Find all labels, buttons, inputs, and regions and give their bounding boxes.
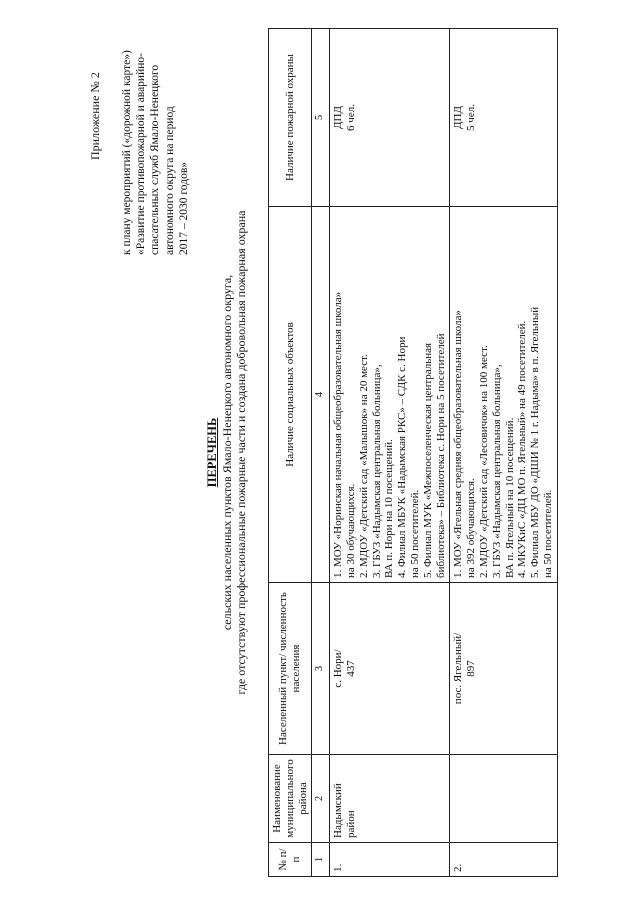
municipality-cell: Надымский район [330, 755, 450, 843]
approval-line: к плану мероприятий («дорожной карте») [121, 50, 133, 255]
municipality-cell [450, 755, 557, 843]
header-social-objects: Наличие социальных объектов [269, 207, 312, 583]
column-number: 5 [312, 29, 330, 207]
subtitle-line: где отсутствуют профессиональные пожарные части и создана добровольная пожарная охрана [234, 210, 248, 695]
header-fire-protection: Наличие пожарной охраны [269, 29, 312, 207]
social-object-line: 5. Филиал МУК «Межпоселенческая центральная [421, 342, 434, 578]
social-object-line: 4. Филиал МБУК «Надымская РКС» – СДК с. Нори [396, 336, 409, 578]
settlements-table [268, 28, 558, 877]
fire-protection-count: 6 чел. [344, 104, 357, 131]
settlement-cell [450, 583, 557, 755]
fire-protection-cell [330, 29, 450, 207]
header-num: № п/п [269, 843, 312, 877]
row-number: 2. [450, 843, 557, 877]
social-objects-cell [450, 207, 557, 583]
table-header-row [269, 29, 312, 877]
fire-protection-type: ДПД [332, 106, 345, 129]
social-object-line: 1. МОУ «Ягельная средняя общеобразовательная школа» [452, 310, 465, 578]
social-object-line: 1. МОУ «Норинская начальная общеобразовательная школа» [332, 291, 345, 578]
table-row [450, 29, 557, 877]
social-object-line: ВА п. Ягельный на 10 посещений. [503, 417, 516, 578]
column-number: 1 [312, 843, 330, 877]
social-object-line: 2. МДОУ «Детский сад «Лесовичок» на 100 мест. [477, 345, 490, 578]
social-object-line: на 50 посетителей. [408, 489, 421, 578]
social-object-line: 2. МДОУ «Детский сад «Малышок» на 20 мест. [357, 354, 370, 578]
header-settlement: Населенный пункт/ численность населения [269, 583, 312, 755]
header-municipality: Наименование муниципального района [269, 755, 312, 843]
approval-line: «Развитие противопожарной и аварийно- [135, 53, 148, 255]
approval-line: 2017 – 2030 годов» [177, 161, 190, 255]
settlement-name: с. Нори/ [332, 649, 345, 688]
row-number: 1. [330, 843, 450, 877]
social-object-line: на 30 обучающихся. [344, 483, 357, 578]
fire-protection-type: ДПД [452, 106, 465, 129]
social-object-line: 4. МКУКиС «ДЦ МО п. Ягельный» на 49 посетителей. [516, 320, 529, 578]
fire-protection-cell [450, 29, 557, 207]
document-subtitle [220, 0, 248, 905]
social-objects-cell [330, 207, 450, 583]
approval-line: спасательных служб Ямало-Ненецкого [149, 64, 162, 255]
column-number: 2 [312, 755, 330, 843]
column-number: 4 [312, 207, 330, 583]
settlement-cell [330, 583, 450, 755]
subtitle-line: сельских населенных пунктов Ямало-Ненецкого автономного округа, [220, 274, 234, 631]
social-object-line: 3. ГБУЗ «Надымская центральная больница», [370, 364, 383, 578]
document-title: ПЕРЕЧЕНЬ [205, 417, 219, 488]
social-object-line: библиотека» – Библиотека с. Нори на 5 посетителей [434, 333, 447, 578]
column-number-row [312, 29, 330, 877]
social-object-line: 5. Филиал МБУ ДО «ДШИ № 1 г. Надыма» в п. Ягельный [529, 306, 542, 578]
settlement-population: 897 [465, 660, 478, 677]
column-number: 3 [312, 583, 330, 755]
social-object-line: 3. ГБУЗ «Надымская центральная больница», [490, 364, 503, 578]
settlement-name: пос. Ягельный/ [452, 632, 465, 705]
table-row [330, 29, 450, 877]
social-object-line: ВА п. Нори на 10 посещений. [383, 439, 396, 578]
fire-protection-count: 5 чел. [465, 104, 478, 131]
appendix-title: Приложение № 2 [88, 72, 102, 160]
social-object-line: на 50 посетителей. [541, 489, 554, 578]
appendix-approval-block [120, 15, 191, 255]
approval-line: автономного округа на период [163, 106, 176, 255]
social-object-line: на 392 обучающихся. [465, 478, 478, 578]
settlement-population: 437 [344, 660, 357, 677]
